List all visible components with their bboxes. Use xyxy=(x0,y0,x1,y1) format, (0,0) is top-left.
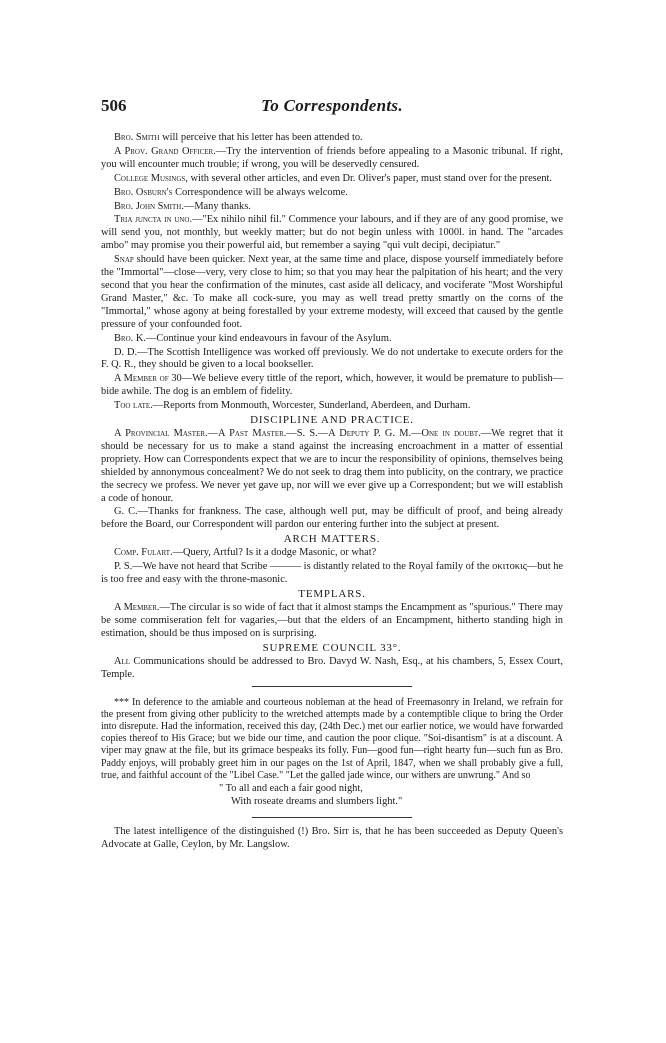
paragraph-lead: G. C. xyxy=(114,506,138,518)
paragraph-text: —Query, Artful? Is it a dodge Masonic, or what? xyxy=(172,547,377,559)
paragraph-lead: Comp. Fulart. xyxy=(114,547,173,559)
paragraph-lead: Too late. xyxy=(114,400,153,412)
closing-paragraph: The latest intelligence of the distinguished (!) Bro. Sirr is, that he has been succeeded as Deputy Queen's Advocate at Galle, Ceylon, by Mr. Langslow. xyxy=(101,825,563,850)
paragraph-lead: Tria juncta in uno. xyxy=(114,214,193,226)
paragraph-lead: Bro. Osburn's xyxy=(114,186,173,198)
paragraph-lead: D. D. xyxy=(114,346,138,358)
paragraph xyxy=(101,146,563,172)
paragraph xyxy=(101,333,563,346)
section-heading-arch: ARCH MATTERS. xyxy=(283,533,381,546)
paragraph-text: —The circular is so wide of fact that it almost stamps the Encampment as "spurious." There may be some commiseration felt for vagaries,—but that the elders of an Encampment, hitherto standing high in estimation, should be thus imposed on is surprising. xyxy=(101,602,563,639)
paragraph-lead: A Prov. Grand Officer. xyxy=(114,145,216,157)
paragraph xyxy=(101,656,563,682)
paragraph-text: —Reports from Monmouth, Worcester, Sunderland, Aberdeen, and Durham. xyxy=(152,400,471,412)
running-head: To Correspondents. xyxy=(261,96,403,115)
editorial-note: *** In deference to the amiable and courteous nobleman at the head of Freemasonry in Ireland, we refrain for the present from giving other publicity to the wretched attempts made by a contemptible clique to bring the Order into disrepute. Had the information, received this day, (24th Dec.) met our earlier notice, we would have forwarded copies thereof to His Grace; but we bide our time, and caution the poor clique. "Soi-disantism" is at a discount. A viper may gnaw at the file, but its grimace bespeaks its folly. Fun—good fun—right hearty fun—such fun as Bro. Paddy enjoys, will probably greet him in our pages on the 1st of April, 1847, when we shall probably give a full, true, and faithful account of the "Libel Case." "Let the galled jade wince, our withers are unwrung." And so xyxy=(101,696,563,781)
paragraph-text: —Continue your kind endeavours in favour of the Asylum. xyxy=(145,332,392,344)
paragraph xyxy=(101,602,563,641)
paragraph xyxy=(101,400,563,413)
paragraph-text: Correspondence will be always welcome. xyxy=(172,186,348,198)
paragraph xyxy=(101,173,563,186)
paragraph xyxy=(101,254,563,331)
paragraph xyxy=(101,347,563,373)
paragraph-text: —"Ex nihilo nihil fil." Commence your labours, and if they are of any good promise, we will send you, not monthly, but weekly matter; but do not begin unless with 1000l. in hand. The "arcades ambo" may promise you their powerful aid, but remember a saying "qui vult decipi, decipiatur." xyxy=(101,214,563,252)
paragraph-text: should have been quicker. Next year, at the same time and place, dispose yourself immediately before the "Immortal"—close—very, very close to him; so that you may hear the palpitation of his heart; and the very second that you hear the confirmation of the minutes, cast aside all delicacy, and vociferate "Most Worshipful Grand Master," &c. To make all cock-sure, you may as well tread pretty smartly on the corns of the "Immortal," whose agony at being forestalled by your extreme modesty, will exceed that caused by the gentle pressure of your confounded foot. xyxy=(101,254,563,330)
paragraph xyxy=(101,201,563,214)
paragraph-text: —We have not heard that Scribe ——— is distantly related to the Royal family of the οκιτοκις—but he is too free and easy with the throne-masonic. xyxy=(101,561,563,586)
paragraph xyxy=(101,187,563,200)
paragraph-lead: Bro. John Smith. xyxy=(114,200,184,212)
paragraph-lead: A Member of 30 xyxy=(114,373,182,385)
paragraph-text: Communications should be addressed to Bro. Davyd W. Nash, Esq., at his chambers, 5, Essex Court, Temple. xyxy=(101,655,563,680)
correspondents-list xyxy=(101,132,563,413)
paragraph-text: —We regret that it should be necessary for us to make a stand against the increasing encroachment in a matter of essential propriety. How can Correspondents expect that we are to incur the responsibility of opinions, themselves being shielded by annonymous concealment? We do not seek to drag them into publicity, on the contrary, we practice the secrecy we profess. We never yet gave up, nor will we ever give up a Correspondent; but we will establish a code of honour. xyxy=(101,428,563,504)
paragraph-text: —The Scottish Intelligence was worked off previously. We do not undertake to execute orders for the F. Q. R., they should be given to a local bookseller. xyxy=(101,346,563,371)
paragraph-text: —Try the intervention of friends before appealing to a Masonic tribunal. If right, you will encounter much trouble; if wrong, you will be deservedly censured. xyxy=(101,145,563,170)
paragraph-lead: P. S. xyxy=(114,561,133,573)
paragraph-lead: A Provincial Master.—A Past Master.—S. S.—A Deputy P. G. M.—One in doubt. xyxy=(114,428,481,440)
page-header xyxy=(101,96,563,118)
section-divider xyxy=(252,817,412,818)
paragraph-lead: College Musings, xyxy=(114,172,188,184)
paragraph-lead: Bro. K. xyxy=(114,332,146,344)
paragraph xyxy=(101,506,563,532)
paragraph-text: —Thanks for frankness. The case, although well put, may be difficult of proof, and being already before the Board, our Correspondent will pardon our entering further into the subject at present. xyxy=(101,506,563,531)
paragraph xyxy=(101,547,563,560)
page xyxy=(101,96,563,853)
paragraph xyxy=(101,132,563,145)
section-divider xyxy=(252,686,412,687)
page-number: 506 xyxy=(101,96,127,115)
paragraph-text: —We believe every tittle of the report, which, however, it would be premature to publish—bide awhile. The dog is an emblem of fidelity. xyxy=(101,373,563,398)
paragraph-lead: A Member. xyxy=(114,602,160,613)
paragraph-text: with several other articles, and even Dr. Oliver's paper, must stand over for the present. xyxy=(187,172,553,184)
paragraph xyxy=(101,561,563,587)
section-heading-supreme-council: SUPREME COUNCIL 33°. xyxy=(262,641,402,654)
paragraph-lead: All xyxy=(114,655,131,667)
verse-line: With roseate dreams and slumbers light." xyxy=(231,795,403,807)
paragraph xyxy=(101,373,563,399)
paragraph-lead: Snap xyxy=(114,254,134,266)
paragraph-text: —Many thanks. xyxy=(183,200,251,212)
paragraph-lead: Bro. Smith xyxy=(114,132,160,143)
section-heading-templars: TEMPLARS. xyxy=(298,588,366,600)
section-heading-discipline: DISCIPLINE AND PRACTICE. xyxy=(250,414,414,427)
verse-line: " To all and each a fair good night, xyxy=(219,782,363,794)
paragraph xyxy=(101,214,563,253)
paragraph-text: will perceive that his letter has been attended to. xyxy=(159,132,363,143)
paragraph xyxy=(101,428,563,505)
